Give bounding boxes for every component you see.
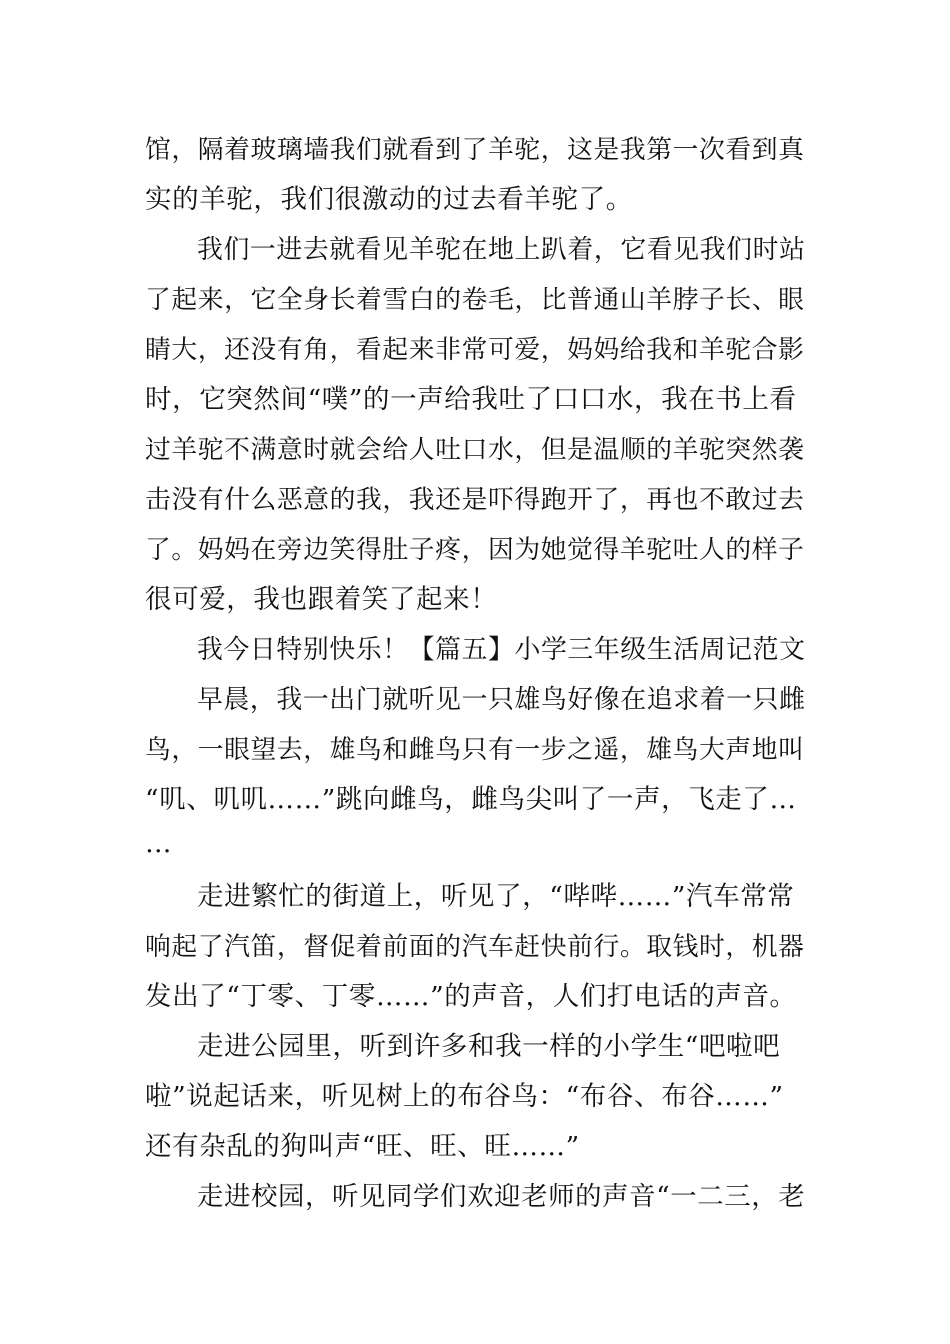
text-line: 了起来，它全身长着雪白的卷毛，比普通山羊脖子长、眼 bbox=[145, 285, 805, 315]
text-line: 还有杂乱的狗叫声“旺、旺、旺……” bbox=[145, 1131, 580, 1162]
text-line: 睛大，还没有角，看起来非常可爱，妈妈给我和羊驼合影 bbox=[145, 335, 805, 365]
paragraph-first-line: 走进繁忙的街道上，听见了，“哔哔……”汽车常常 bbox=[197, 881, 795, 912]
text-line: 响起了汽笛，督促着前面的汽车赶快前行。取钱时，机器 bbox=[145, 932, 805, 962]
text-line: 实的羊驼，我们很激动的过去看羊驼了。 bbox=[145, 184, 633, 215]
text-line: 时，它突然间“噗”的一声给我吐了口口水，我在书上看 bbox=[145, 384, 797, 415]
paragraph-first-line: 我们一进去就看见羊驼在地上趴着，它看见我们时站 bbox=[197, 235, 806, 265]
paragraph-first-line: 早晨，我一出门就听见一只雄鸟好像在追求着一只雌 bbox=[197, 685, 806, 715]
paragraph-first-line: 走进公园里，听到许多和我一样的小学生“吧啦吧 bbox=[197, 1031, 781, 1062]
text-line: 发出了“丁零、丁零……”的声音，人们打电话的声音。 bbox=[145, 981, 797, 1012]
text-line: 了。妈妈在旁边笑得肚子疼，因为她觉得羊驼吐人的样子 bbox=[145, 535, 805, 565]
text-line: 过羊驼不满意时就会给人吐口水，但是温顺的羊驼突然袭 bbox=[145, 435, 805, 465]
text-line: 很可爱，我也跟着笑了起来！ bbox=[145, 584, 498, 615]
section-heading-line: 我今日特别快乐！【篇五】小学三年级生活周记范文 bbox=[197, 635, 806, 665]
text-line: 啦”说起话来，听见树上的布谷鸟：“布谷、布谷……” bbox=[145, 1081, 784, 1112]
paragraph-first-line: 走进校园，听见同学们欢迎老师的声音“一二三，老 bbox=[197, 1181, 806, 1212]
text-line: “叽、叽叽……”跳向雌鸟，雌鸟尖叫了一声，飞走了… bbox=[145, 784, 797, 815]
text-line: 击没有什么恶意的我，我还是吓得跑开了，再也不敢过去 bbox=[145, 485, 805, 515]
text-line: 馆，隔着玻璃墙我们就看到了羊驼，这是我第一次看到真 bbox=[145, 135, 805, 165]
text-line: 鸟，一眼望去，雄鸟和雌鸟只有一步之遥，雄鸟大声地叫 bbox=[145, 735, 805, 765]
text-line: … bbox=[145, 828, 173, 859]
